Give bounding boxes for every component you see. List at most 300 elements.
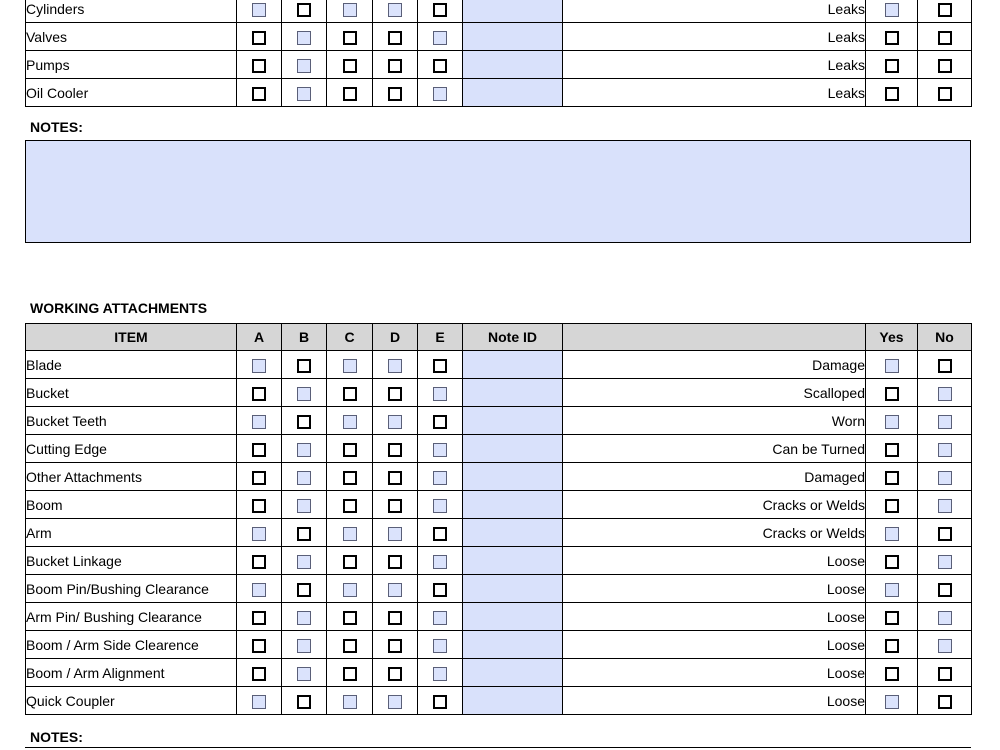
note-id-field[interactable] — [463, 351, 563, 379]
checkbox-yes[interactable] — [885, 415, 899, 429]
checkbox-yes[interactable] — [885, 87, 899, 101]
checkbox-a[interactable] — [252, 31, 266, 45]
checkbox-c[interactable] — [343, 527, 357, 541]
checkbox-e[interactable] — [433, 359, 447, 373]
attachment-cell-e — [418, 519, 463, 547]
attachment-cell-no — [918, 491, 972, 519]
checkbox-yes[interactable] — [885, 639, 899, 653]
checkbox-b[interactable] — [297, 555, 311, 569]
checkbox-d[interactable] — [388, 3, 402, 17]
attachment-cell-c — [327, 435, 373, 463]
checkbox-b[interactable] — [297, 695, 311, 709]
checkbox-d[interactable] — [388, 555, 402, 569]
checkbox-c[interactable] — [343, 471, 357, 485]
checkbox-c[interactable] — [343, 3, 357, 17]
checkbox-no[interactable] — [938, 667, 952, 681]
attachment-cell-d — [373, 491, 418, 519]
hydraulics-cell-c — [327, 0, 373, 23]
hydraulics-cell-c — [327, 79, 373, 107]
hydraulics-cell-d — [373, 23, 418, 51]
hydraulics-cell-e — [418, 51, 463, 79]
checkbox-e[interactable] — [433, 471, 447, 485]
hydraulics-cell-a — [237, 0, 282, 23]
attachment-cell-b — [282, 379, 327, 407]
note-id-field[interactable] — [463, 0, 563, 23]
checkbox-no[interactable] — [938, 471, 952, 485]
attachment-condition-label: Damaged — [563, 463, 866, 491]
hydraulics-item-label: Valves — [26, 23, 237, 51]
attachment-cell-e — [418, 407, 463, 435]
hydraulics-item-label: Cylinders — [26, 0, 237, 23]
hydraulics-table — [25, 0, 972, 107]
checkbox-no[interactable] — [938, 31, 952, 45]
checkbox-b[interactable] — [297, 611, 311, 625]
attachment-cell-b — [282, 547, 327, 575]
hydraulics-condition-label: Leaks — [563, 51, 866, 79]
hydraulics-cell-no — [918, 0, 972, 23]
checkbox-b[interactable] — [297, 527, 311, 541]
hydraulics-cell-b — [282, 51, 327, 79]
checkbox-e[interactable] — [433, 443, 447, 457]
checkbox-e[interactable] — [433, 555, 447, 569]
header-a: A — [237, 324, 282, 351]
checkbox-b[interactable] — [297, 415, 311, 429]
checkbox-c[interactable] — [343, 639, 357, 653]
note-id-field[interactable] — [463, 79, 563, 107]
attachment-cell-b — [282, 351, 327, 379]
hydraulics-cell-e — [418, 79, 463, 107]
checkbox-e[interactable] — [433, 387, 447, 401]
hydraulics-cell-yes — [866, 23, 918, 51]
checkbox-c[interactable] — [343, 443, 357, 457]
checkbox-no[interactable] — [938, 527, 952, 541]
checkbox-e[interactable] — [433, 59, 447, 73]
note-id-field[interactable] — [463, 603, 563, 631]
attachment-cell-a — [237, 407, 282, 435]
checkbox-a[interactable] — [252, 555, 266, 569]
attachment-cell-d — [373, 659, 418, 687]
hydraulics-cell-yes — [866, 51, 918, 79]
note-id-field[interactable] — [463, 407, 563, 435]
note-id-field[interactable] — [463, 379, 563, 407]
note-id-field[interactable] — [463, 491, 563, 519]
attachment-cell-no — [918, 631, 972, 659]
attachment-item-label: Bucket — [26, 379, 237, 407]
checkbox-b[interactable] — [297, 639, 311, 653]
attachment-cell-no — [918, 687, 972, 715]
checkbox-b[interactable] — [297, 87, 311, 101]
checkbox-e[interactable] — [433, 527, 447, 541]
hydraulics-notes-field[interactable] — [25, 140, 971, 243]
checkbox-a[interactable] — [252, 499, 266, 513]
attachment-cell-e — [418, 547, 463, 575]
attachment-cell-yes — [866, 407, 918, 435]
attachment-cell-a — [237, 687, 282, 715]
hydraulics-cell-c — [327, 23, 373, 51]
hydraulics-cell-b — [282, 23, 327, 51]
attachment-cell-a — [237, 575, 282, 603]
table-row — [26, 351, 972, 379]
note-id-field[interactable] — [463, 23, 563, 51]
checkbox-d[interactable] — [388, 59, 402, 73]
header-no: No — [918, 324, 972, 351]
attachment-cell-no — [918, 379, 972, 407]
checkbox-no[interactable] — [938, 611, 952, 625]
checkbox-d[interactable] — [388, 387, 402, 401]
hydraulics-cell-no — [918, 23, 972, 51]
checkbox-yes[interactable] — [885, 359, 899, 373]
attachment-cell-c — [327, 351, 373, 379]
checkbox-a[interactable] — [252, 527, 266, 541]
header-condition — [563, 324, 866, 351]
attachment-condition-label: Cracks or Welds — [563, 491, 866, 519]
attachment-cell-d — [373, 379, 418, 407]
hydraulics-cell-a — [237, 23, 282, 51]
note-id-field[interactable] — [463, 659, 563, 687]
checkbox-no[interactable] — [938, 695, 952, 709]
attachment-cell-d — [373, 547, 418, 575]
attachment-cell-d — [373, 687, 418, 715]
checkbox-no[interactable] — [938, 3, 952, 17]
attachment-cell-d — [373, 575, 418, 603]
checkbox-a[interactable] — [252, 415, 266, 429]
hydraulics-cell-b — [282, 79, 327, 107]
checkbox-e[interactable] — [433, 639, 447, 653]
attachment-cell-yes — [866, 603, 918, 631]
checkbox-d[interactable] — [388, 471, 402, 485]
hydraulics-cell-no — [918, 79, 972, 107]
checkbox-b[interactable] — [297, 387, 311, 401]
table-row — [26, 0, 972, 23]
attachment-cell-a — [237, 631, 282, 659]
attachment-cell-e — [418, 379, 463, 407]
checkbox-b[interactable] — [297, 59, 311, 73]
header-e: E — [418, 324, 463, 351]
notes-field-top-edge — [25, 747, 971, 748]
note-id-field[interactable] — [463, 463, 563, 491]
attachment-cell-b — [282, 491, 327, 519]
checkbox-yes[interactable] — [885, 583, 899, 597]
checkbox-b[interactable] — [297, 31, 311, 45]
attachment-condition-label: Loose — [563, 687, 866, 715]
checkbox-d[interactable] — [388, 695, 402, 709]
table-row — [26, 575, 972, 603]
checkbox-c[interactable] — [343, 87, 357, 101]
checkbox-yes[interactable] — [885, 59, 899, 73]
checkbox-d[interactable] — [388, 583, 402, 597]
checkbox-c[interactable] — [343, 387, 357, 401]
attachment-cell-e — [418, 435, 463, 463]
attachment-item-label: Quick Coupler — [26, 687, 237, 715]
checkbox-d[interactable] — [388, 667, 402, 681]
attachment-cell-a — [237, 491, 282, 519]
attachment-cell-e — [418, 631, 463, 659]
checkbox-yes[interactable] — [885, 471, 899, 485]
attachment-cell-d — [373, 351, 418, 379]
header-b: B — [282, 324, 327, 351]
checkbox-c[interactable] — [343, 695, 357, 709]
attachment-item-label: Blade — [26, 351, 237, 379]
note-id-field[interactable] — [463, 519, 563, 547]
hydraulics-cell-d — [373, 79, 418, 107]
attachment-cell-no — [918, 603, 972, 631]
checkbox-no[interactable] — [938, 415, 952, 429]
attachment-cell-e — [418, 687, 463, 715]
checkbox-yes[interactable] — [885, 527, 899, 541]
checkbox-b[interactable] — [297, 3, 311, 17]
table-row — [26, 51, 972, 79]
checkbox-a[interactable] — [252, 359, 266, 373]
checkbox-e[interactable] — [433, 611, 447, 625]
attachment-condition-label: Scalloped — [563, 379, 866, 407]
hydraulics-cell-a — [237, 51, 282, 79]
checkbox-b[interactable] — [297, 443, 311, 457]
attachment-cell-a — [237, 351, 282, 379]
attachment-cell-d — [373, 463, 418, 491]
attachment-cell-e — [418, 603, 463, 631]
hydraulics-cell-no — [918, 51, 972, 79]
hydraulics-item-label: Oil Cooler — [26, 79, 237, 107]
checkbox-d[interactable] — [388, 639, 402, 653]
attachment-cell-d — [373, 435, 418, 463]
attachment-cell-c — [327, 379, 373, 407]
checkbox-yes[interactable] — [885, 3, 899, 17]
hydraulics-cell-d — [373, 51, 418, 79]
attachment-item-label: Cutting Edge — [26, 435, 237, 463]
checkbox-yes[interactable] — [885, 443, 899, 457]
table-row — [26, 603, 972, 631]
note-id-field[interactable] — [463, 51, 563, 79]
attachment-cell-c — [327, 547, 373, 575]
table-row — [26, 463, 972, 491]
checkbox-e[interactable] — [433, 415, 447, 429]
checkbox-yes[interactable] — [885, 31, 899, 45]
checkbox-d[interactable] — [388, 443, 402, 457]
attachment-cell-no — [918, 659, 972, 687]
checkbox-e[interactable] — [433, 87, 447, 101]
attachment-item-label: Bucket Linkage — [26, 547, 237, 575]
attachment-cell-e — [418, 351, 463, 379]
checkbox-no[interactable] — [938, 555, 952, 569]
checkbox-b[interactable] — [297, 471, 311, 485]
attachment-cell-b — [282, 463, 327, 491]
checkbox-a[interactable] — [252, 443, 266, 457]
attachment-cell-c — [327, 631, 373, 659]
attachment-cell-no — [918, 407, 972, 435]
checkbox-b[interactable] — [297, 499, 311, 513]
attachment-cell-yes — [866, 351, 918, 379]
attachment-cell-yes — [866, 491, 918, 519]
checkbox-no[interactable] — [938, 59, 952, 73]
attachment-cell-c — [327, 603, 373, 631]
hydraulics-cell-yes — [866, 79, 918, 107]
attachment-cell-a — [237, 603, 282, 631]
checkbox-a[interactable] — [252, 3, 266, 17]
checkbox-yes[interactable] — [885, 387, 899, 401]
working-attachments-title: WORKING ATTACHMENTS — [30, 300, 208, 316]
attachment-cell-b — [282, 575, 327, 603]
table-row — [26, 79, 972, 107]
checkbox-no[interactable] — [938, 443, 952, 457]
attachment-cell-d — [373, 407, 418, 435]
attachment-condition-label: Loose — [563, 631, 866, 659]
checkbox-a[interactable] — [252, 583, 266, 597]
attachment-cell-b — [282, 407, 327, 435]
checkbox-d[interactable] — [388, 527, 402, 541]
checkbox-c[interactable] — [343, 499, 357, 513]
attachment-cell-e — [418, 463, 463, 491]
attachment-cell-c — [327, 407, 373, 435]
table-row — [26, 631, 972, 659]
attachment-cell-yes — [866, 659, 918, 687]
checkbox-yes[interactable] — [885, 695, 899, 709]
attachment-cell-a — [237, 379, 282, 407]
checkbox-e[interactable] — [433, 667, 447, 681]
working-attachments-table — [25, 323, 972, 715]
attachment-cell-e — [418, 575, 463, 603]
table-row — [26, 23, 972, 51]
attachment-condition-label: Worn — [563, 407, 866, 435]
attachment-condition-label: Loose — [563, 603, 866, 631]
table-row — [26, 379, 972, 407]
attachment-cell-e — [418, 659, 463, 687]
table-row — [26, 547, 972, 575]
attachment-cell-a — [237, 659, 282, 687]
checkbox-yes[interactable] — [885, 499, 899, 513]
attachment-cell-no — [918, 547, 972, 575]
attachment-cell-c — [327, 659, 373, 687]
attachment-cell-yes — [866, 687, 918, 715]
checkbox-d[interactable] — [388, 611, 402, 625]
note-id-field[interactable] — [463, 575, 563, 603]
checkbox-no[interactable] — [938, 499, 952, 513]
checkbox-e[interactable] — [433, 583, 447, 597]
attachment-cell-c — [327, 519, 373, 547]
attachment-item-label: Bucket Teeth — [26, 407, 237, 435]
attachment-cell-d — [373, 603, 418, 631]
attachment-cell-yes — [866, 547, 918, 575]
checkbox-c[interactable] — [343, 611, 357, 625]
attachment-item-label: Arm Pin/ Bushing Clearance — [26, 603, 237, 631]
checkbox-yes[interactable] — [885, 611, 899, 625]
checkbox-b[interactable] — [297, 667, 311, 681]
checkbox-a[interactable] — [252, 695, 266, 709]
checkbox-e[interactable] — [433, 3, 447, 17]
attachment-cell-yes — [866, 631, 918, 659]
attachment-item-label: Boom — [26, 491, 237, 519]
checkbox-a[interactable] — [252, 471, 266, 485]
attachment-cell-b — [282, 603, 327, 631]
attachment-item-label: Boom / Arm Alignment — [26, 659, 237, 687]
attachment-item-label: Other Attachments — [26, 463, 237, 491]
attachment-item-label: Arm — [26, 519, 237, 547]
attachment-item-label: Boom / Arm Side Clearence — [26, 631, 237, 659]
working-attachments-notes-label: NOTES: — [30, 729, 83, 745]
attachment-condition-label: Loose — [563, 547, 866, 575]
attachment-condition-label: Can be Turned — [563, 435, 866, 463]
hydraulics-notes-label: NOTES: — [30, 119, 83, 135]
checkbox-c[interactable] — [343, 359, 357, 373]
checkbox-no[interactable] — [938, 359, 952, 373]
checkbox-yes[interactable] — [885, 555, 899, 569]
checkbox-a[interactable] — [252, 611, 266, 625]
checkbox-a[interactable] — [252, 59, 266, 73]
checkbox-b[interactable] — [297, 359, 311, 373]
attachment-cell-no — [918, 351, 972, 379]
attachment-cell-c — [327, 463, 373, 491]
note-id-field[interactable] — [463, 435, 563, 463]
checkbox-no[interactable] — [938, 387, 952, 401]
checkbox-c[interactable] — [343, 667, 357, 681]
checkbox-c[interactable] — [343, 31, 357, 45]
note-id-field[interactable] — [463, 687, 563, 715]
checkbox-c[interactable] — [343, 415, 357, 429]
checkbox-e[interactable] — [433, 695, 447, 709]
attachment-cell-a — [237, 547, 282, 575]
hydraulics-cell-e — [418, 0, 463, 23]
note-id-field[interactable] — [463, 631, 563, 659]
table-row — [26, 687, 972, 715]
attachment-condition-label: Damage — [563, 351, 866, 379]
checkbox-a[interactable] — [252, 639, 266, 653]
attachment-cell-b — [282, 435, 327, 463]
table-row — [26, 435, 972, 463]
attachment-cell-yes — [866, 435, 918, 463]
attachment-cell-no — [918, 463, 972, 491]
hydraulics-condition-label: Leaks — [563, 23, 866, 51]
attachment-cell-no — [918, 575, 972, 603]
table-row — [26, 407, 972, 435]
hydraulics-cell-d — [373, 0, 418, 23]
attachment-cell-b — [282, 519, 327, 547]
checkbox-e[interactable] — [433, 31, 447, 45]
attachment-cell-yes — [866, 463, 918, 491]
checkbox-no[interactable] — [938, 87, 952, 101]
attachment-cell-no — [918, 519, 972, 547]
attachment-cell-c — [327, 575, 373, 603]
checkbox-b[interactable] — [297, 583, 311, 597]
hydraulics-item-label: Pumps — [26, 51, 237, 79]
attachment-cell-b — [282, 631, 327, 659]
note-id-field[interactable] — [463, 547, 563, 575]
checkbox-no[interactable] — [938, 639, 952, 653]
checkbox-c[interactable] — [343, 555, 357, 569]
checkbox-a[interactable] — [252, 87, 266, 101]
checkbox-c[interactable] — [343, 59, 357, 73]
table-row — [26, 519, 972, 547]
checkbox-d[interactable] — [388, 359, 402, 373]
attachment-item-label: Boom Pin/Bushing Clearance — [26, 575, 237, 603]
checkbox-yes[interactable] — [885, 667, 899, 681]
attachment-condition-label: Cracks or Welds — [563, 519, 866, 547]
checkbox-e[interactable] — [433, 499, 447, 513]
table-row — [26, 659, 972, 687]
checkbox-c[interactable] — [343, 583, 357, 597]
hydraulics-condition-label: Leaks — [563, 79, 866, 107]
attachment-cell-e — [418, 491, 463, 519]
checkbox-a[interactable] — [252, 387, 266, 401]
checkbox-d[interactable] — [388, 499, 402, 513]
hydraulics-cell-yes — [866, 0, 918, 23]
checkbox-d[interactable] — [388, 415, 402, 429]
checkbox-a[interactable] — [252, 667, 266, 681]
checkbox-no[interactable] — [938, 583, 952, 597]
hydraulics-cell-b — [282, 0, 327, 23]
checkbox-d[interactable] — [388, 31, 402, 45]
attachment-cell-c — [327, 687, 373, 715]
checkbox-d[interactable] — [388, 87, 402, 101]
attachment-cell-b — [282, 687, 327, 715]
